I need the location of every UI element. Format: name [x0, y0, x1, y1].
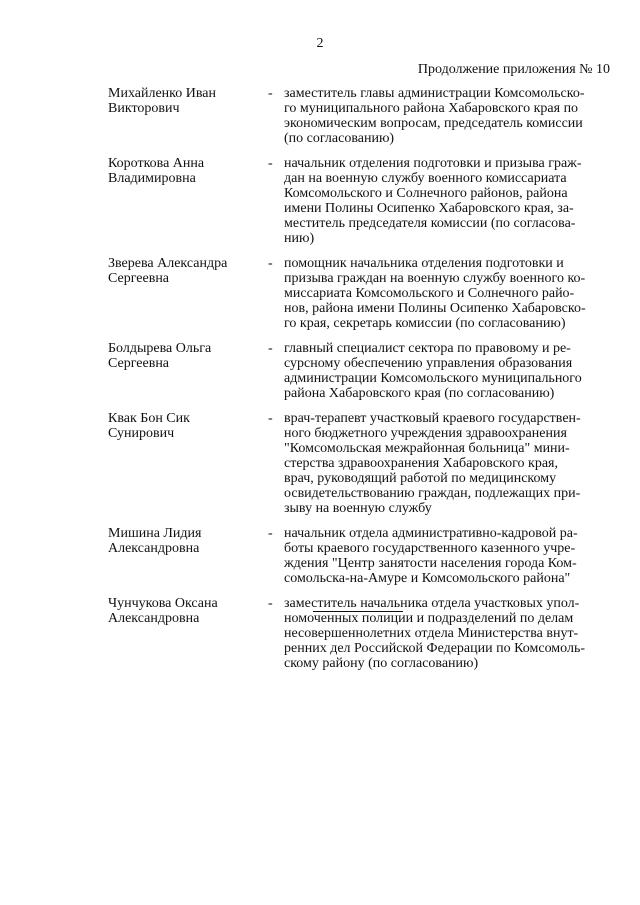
role-line: главный специалист сектора по правовому и ре- — [284, 341, 571, 356]
member-patronymic: Александровна — [108, 541, 200, 556]
role-line: боты краевого государственного казенного учре- — [284, 541, 576, 556]
role-line: нов, района имени Полины Осипенко Хабаровско- — [284, 301, 586, 316]
role-line: заместитель главы администрации Комсомольско- — [284, 86, 585, 101]
member-patronymic: Сунирович — [108, 426, 175, 441]
role-line: (по согласованию) — [284, 131, 395, 146]
member-row — [108, 341, 608, 401]
role-line: сурсному обеспечению управления образования — [284, 356, 573, 371]
role-line: несовершеннолетних отдела Министерства внут- — [284, 626, 579, 641]
member-row — [108, 526, 608, 586]
member-dash: - — [268, 256, 273, 271]
member-role — [284, 156, 604, 246]
role-line: района Хабаровского края (по согласованию) — [284, 386, 555, 401]
role-line: ного бюджетного учреждения здравоохранения — [284, 426, 567, 441]
member-name — [108, 86, 268, 146]
member-role — [284, 341, 604, 401]
member-patronymic: Сергеевна — [108, 271, 170, 286]
member-dash: - — [268, 596, 273, 611]
role-line: администрации Комсомольского муниципального — [284, 371, 582, 386]
role-line: зыву на военную службу — [284, 501, 432, 516]
role-line: врач-терапевт участковый краевого государствен- — [284, 411, 581, 426]
member-role — [284, 86, 604, 146]
role-line: скому району (по согласованию) — [284, 656, 479, 671]
end-separator-line — [313, 611, 403, 612]
role-line: начальник отделения подготовки и призыва граж- — [284, 156, 582, 171]
member-row — [108, 256, 608, 331]
member-dash: - — [268, 341, 273, 356]
role-line: начальник отдела административно-кадровой ра- — [284, 526, 578, 541]
member-surname-name: Короткова Анна — [108, 156, 205, 171]
member-name — [108, 526, 268, 586]
role-line: "Комсомольская межрайонная больница" мини- — [284, 441, 570, 456]
role-line: Комсомольского и Солнечного районов, района — [284, 186, 568, 201]
member-dash: - — [268, 526, 273, 541]
member-patronymic: Сергеевна — [108, 356, 170, 371]
member-surname-name: Мишина Лидия — [108, 526, 202, 541]
member-surname-name: Болдырева Ольга — [108, 341, 212, 356]
member-role — [284, 256, 604, 331]
member-surname-name: Чунчукова Оксана — [108, 596, 218, 611]
member-dash: - — [268, 411, 273, 426]
member-role — [284, 596, 604, 671]
role-line: стерства здравоохранения Хабаровского края, — [284, 456, 558, 471]
member-surname-name: Квак Бон Сик — [108, 411, 190, 426]
role-line: призыва граждан на военную службу военного ко- — [284, 271, 586, 286]
member-row — [108, 156, 608, 246]
member-name — [108, 256, 268, 331]
commission-members-list — [108, 86, 608, 681]
role-line: экономическим вопросам, председатель комиссии — [284, 116, 583, 131]
role-line: заместитель начальника отдела участковых упол- — [284, 596, 580, 611]
member-name — [108, 341, 268, 401]
member-patronymic: Викторович — [108, 101, 180, 116]
role-line: го края, секретарь комиссии (по согласованию) — [284, 316, 566, 331]
member-dash: - — [268, 156, 273, 171]
member-row — [108, 596, 608, 671]
page-number: 2 — [316, 36, 324, 51]
role-line: го муниципального района Хабаровского края по — [284, 101, 579, 116]
member-row — [108, 86, 608, 146]
role-line: помощник начальника отделения подготовки и — [284, 256, 564, 271]
member-row — [108, 411, 608, 516]
member-role — [284, 411, 604, 516]
member-patronymic: Александровна — [108, 611, 200, 626]
appendix-continuation-label: Продолжение приложения № 10 — [417, 62, 610, 77]
role-line: ренних дел Российской Федерации по Комсомоль- — [284, 641, 586, 656]
member-surname-name: Михайленко Иван — [108, 86, 216, 101]
role-line: освидетельствованию граждан, подлежащих при- — [284, 486, 581, 501]
role-line: имени Полины Осипенко Хабаровского края, за- — [284, 201, 574, 216]
role-line: номоченных полиции и подразделений по делам — [284, 611, 574, 626]
role-line: нию) — [284, 231, 315, 246]
member-role — [284, 526, 604, 586]
member-surname-name: Зверева Александра — [108, 256, 228, 271]
role-line: ждения "Центр занятости населения города Ком- — [284, 556, 577, 571]
member-name — [108, 156, 268, 246]
member-patronymic: Владимировна — [108, 171, 196, 186]
role-line: врач, руководящий работой по медицинскому — [284, 471, 557, 486]
role-line: миссариата Комсомольского и Солнечного райо- — [284, 286, 575, 301]
role-line: меститель председателя комиссии (по согласова- — [284, 216, 576, 231]
member-name — [108, 596, 268, 671]
member-name — [108, 411, 268, 516]
role-line: сомольска-на-Амуре и Комсомольского района" — [284, 571, 571, 586]
member-dash: - — [268, 86, 273, 101]
role-line: дан на военную службу военного комиссариата — [284, 171, 567, 186]
